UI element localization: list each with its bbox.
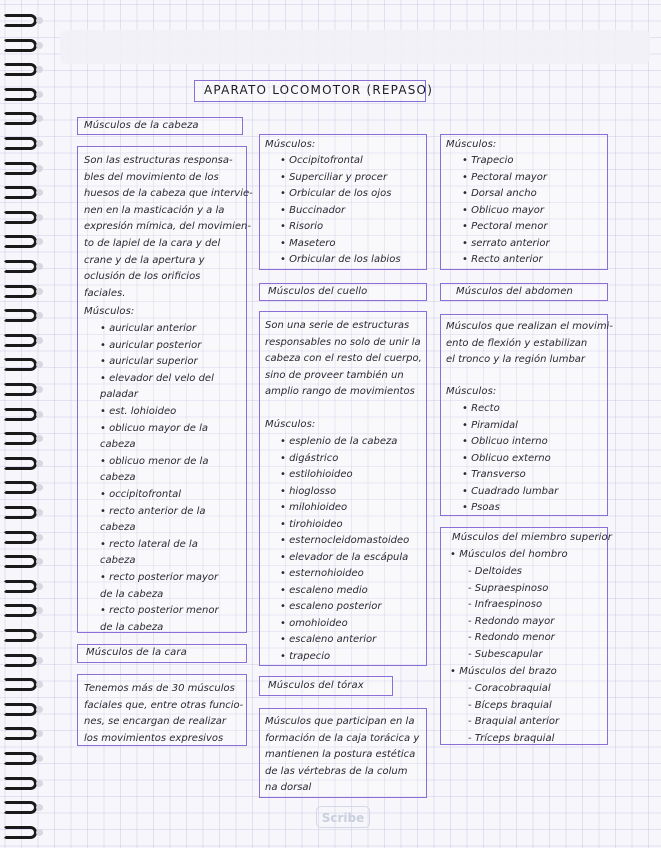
abdomen-list-item: • Piramidal [462,419,518,431]
punch-hole [36,42,43,49]
punch-hole [36,509,43,516]
miembro-superior-heading: Músculos del miembro superior [452,532,612,543]
punch-hole [36,17,43,24]
torax-text-line: na dorsal [265,782,312,793]
hombro-label: • Músculos del hombro [450,549,568,560]
punch-hole [36,214,43,221]
spiral-ring [3,235,37,248]
cabeza-musculos-label: Músculos: [84,306,135,317]
cabeza-intro-line: huesos de la cabeza que intervie- [84,188,253,200]
spiral-ring [3,727,37,740]
abdomen-text-line: el tronco y la región lumbar [446,354,586,365]
abdomen-musculos-label: Músculos: [446,386,497,397]
cuello-list-item: • elevador de la escápula [280,551,409,563]
spiral-ring [3,285,37,298]
hombro-list-item: - Redondo menor [468,632,555,643]
abdomen-list-item: • Oblicuo interno [462,436,548,447]
cuello-text-line: responsables no solo de unir la [265,336,421,348]
col2-list-item: • Masetero [280,237,336,249]
cabeza-list-item: cabeza [100,522,136,534]
abdomen-list-item: • Transverso [462,469,526,480]
punch-hole [36,411,43,418]
spiral-ring [3,555,37,568]
brazo-list-item: - Bíceps braquial [468,699,552,711]
abdomen-text-line: Músculos que realizan el movimi- [446,321,613,332]
cabeza-list-item: • recto posterior mayor [100,572,219,583]
punch-hole [36,780,43,787]
punch-hole [36,829,43,836]
cabeza-list-item: • est. lohioideo [100,406,177,417]
hombro-list-item: - Deltoides [468,566,522,577]
spiral-ring [3,629,37,642]
cabeza-heading: Músculos de la cabeza [84,120,199,131]
cabeza-intro-line: crane y de la apertura y [84,254,205,266]
abdomen-heading: Músculos del abdomen [456,286,573,297]
spiral-ring [3,88,37,101]
punch-hole [36,386,43,393]
cabeza-list-item: • recto posterior menor [100,605,219,617]
col3-list-item: • Oblicuo mayor [462,204,545,216]
col2-musculos-label: Músculos: [265,139,316,150]
punch-hole [36,263,43,270]
spiral-ring [3,506,37,519]
spiral-ring [3,383,37,396]
abdomen-text-line: ento de flexión y estabilizan [446,337,588,349]
cabeza-list-item: • oblicuo mayor de la [100,422,209,434]
punch-hole [36,288,43,295]
spiral-ring [3,580,37,593]
spiral-ring [3,186,37,199]
cabeza-list-item: cabeza [100,439,136,451]
page-title: APARATO LOCOMOTOR (REPASO) [204,83,434,97]
col3-list-item: • Pectoral menor [462,221,548,232]
spiral-ring [3,260,37,273]
spiral-ring [3,334,37,347]
scribe-watermark: Scribe [316,806,370,828]
punch-hole [36,361,43,368]
spiral-ring [3,752,37,765]
abdomen-list-item: • Cuadrado lumbar [462,485,559,497]
abdomen-list-item: • Oblicuo externo [462,452,551,464]
punch-hole [36,583,43,590]
col3-list-item: • Trapecio [462,155,514,166]
hombro-list-item: - Infraespinoso [468,599,543,610]
cabeza-intro-line: nen en la masticación y a la [84,204,225,216]
cuello-list-item: • milohioideo [280,502,348,513]
spiral-ring [3,63,37,76]
header-strip [60,30,650,64]
col2-list-item: • Superciliar y procer [280,171,388,183]
punch-hole [36,681,43,688]
brazo-label: • Músculos del brazo [450,666,557,677]
cuello-list-item: • hioglosso [280,485,337,497]
cuello-list-item: • esplenio de la cabeza [280,436,398,447]
spiral-ring [3,162,37,175]
punch-hole [36,189,43,196]
punch-hole [36,755,43,762]
cabeza-intro-line: Son las estructuras responsa- [84,155,233,166]
cuello-list-item: • estilohioideo [280,469,353,480]
cabeza-intro-line: bles del movimiento de los [84,171,219,183]
col3-list-item: • Dorsal ancho [462,188,537,199]
spiral-ring [3,678,37,691]
cuello-list-item: • escaleno posterior [280,601,382,612]
spiral-ring [3,777,37,790]
cabeza-list-item: • auricular posterior [100,339,202,351]
torax-text-line: formación de la caja torácica y [265,732,420,744]
cabeza-list-item: cabeza [100,555,136,567]
punch-hole [36,534,43,541]
cara-text-line: faciales que, entre otras funcio- [84,699,244,711]
punch-hole [36,460,43,467]
cabeza-intro-line: to de lapiel de la cara y del [84,238,221,249]
cabeza-list-item: • occipitofrontal [100,489,182,500]
cuello-list-item: • digástrico [280,452,339,464]
abdomen-list-item: • Psoas [462,502,500,513]
cara-text-line: nes, se encargan de realizar [84,716,226,727]
hombro-list-item: - Redondo mayor [468,615,555,627]
punch-hole [36,484,43,491]
cuello-list-item: • tirohioideo [280,518,343,530]
spiral-ring [3,211,37,224]
cabeza-intro-line: faciales. [84,287,126,299]
spiral-ring [3,137,37,150]
cara-heading: Músculos de la cara [86,647,187,658]
cara-text-line: los movimientos expresivos [84,732,224,744]
brazo-list-item: - Braquial anterior [468,716,560,727]
col2-list-item: • Risorio [280,221,324,232]
spiral-ring [3,39,37,52]
punch-hole [36,435,43,442]
punch-hole [36,607,43,614]
punch-hole [36,558,43,565]
col3-list-item: • Recto anterior [462,254,543,265]
punch-hole [36,632,43,639]
spiral-ring [3,801,37,814]
spiral-ring [3,358,37,371]
spiral-binding [0,0,44,848]
cabeza-list-item: de la cabeza [100,588,164,600]
punch-hole [36,238,43,245]
cabeza-intro-line: expresión mímica, del movimien- [84,221,251,233]
punch-hole [36,115,43,122]
col2-list-item: • Occipitofrontal [280,155,363,166]
punch-hole [36,91,43,98]
spiral-ring [3,14,37,27]
cabeza-list-item: • oblicuo menor de la [100,455,209,467]
punch-hole [36,312,43,319]
spiral-ring [3,654,37,667]
cabeza-list-item: • recto anterior de la [100,505,206,517]
punch-hole [36,165,43,172]
spiral-ring [3,481,37,494]
torax-text-line: de las vértebras de la colum [265,765,408,777]
cabeza-list-item: • auricular superior [100,356,198,368]
spiral-ring [3,432,37,445]
brazo-list-item: - Coracobraquial [468,683,551,694]
spiral-ring [3,309,37,322]
cabeza-list-item: • auricular anterior [100,323,197,334]
hombro-list-item: - Supraespinoso [468,582,549,594]
col3-list-item: • Pectoral mayor [462,171,548,183]
cuello-list-item: • escaleno anterior [280,634,377,645]
cuello-text-line: Son una serie de estructuras [265,320,410,331]
cuello-list-item: • trapecio [280,650,331,662]
spiral-ring [3,457,37,470]
cuello-list-item: • omohioideo [280,617,348,629]
cuello-musculos-label: Músculos: [265,419,316,430]
cabeza-list-item: de la cabeza [100,621,164,633]
cuello-text-line: sino de proveer también un [265,369,404,381]
cuello-text-line: cabeza con el resto del cuerpo, [265,353,422,364]
col2-list-item: • Orbicular de los labios [280,254,401,265]
hombro-list-item: - Subescapular [468,648,543,660]
punch-hole [36,706,43,713]
spiral-ring [3,408,37,421]
cabeza-list-item: paladar [100,389,138,401]
torax-text-line: Músculos que participan en la [265,716,415,727]
punch-hole [36,730,43,737]
punch-hole [36,657,43,664]
cara-text-line: Tenemos más de 30 músculos [84,683,235,694]
col3-musculos-label: Músculos: [446,139,497,150]
cuello-list-item: • esternohioideo [280,568,364,579]
cuello-list-item: • escaleno medio [280,584,368,596]
brazo-list-item: - Tríceps braquial [468,732,555,744]
col3-list-item: • serrato anterior [462,237,550,249]
cuello-text-line: amplio rango de movimientos [265,386,415,397]
abdomen-list-item: • Recto [462,403,500,414]
cabeza-list-item: • elevador del velo del [100,372,214,384]
spiral-ring [3,112,37,125]
cabeza-list-item: cabeza [100,472,136,484]
punch-hole [36,140,43,147]
spiral-ring [3,703,37,716]
torax-heading: Músculos del tórax [268,680,364,691]
torax-text-line: mantienen la postura estética [265,749,416,760]
punch-hole [36,337,43,344]
cuello-list-item: • esternocleidomastoideo [280,535,410,546]
spiral-ring [3,531,37,544]
cuello-heading: Músculos del cuello [268,286,368,297]
col2-list-item: • Buccinador [280,204,346,216]
col2-list-item: • Orbicular de los ojos [280,188,392,199]
cabeza-intro-line: oclusión de los orificios [84,271,201,283]
spiral-ring [3,826,37,839]
punch-hole [36,66,43,73]
spiral-ring [3,604,37,617]
cabeza-list-item: • recto lateral de la [100,538,198,550]
punch-hole [36,804,43,811]
